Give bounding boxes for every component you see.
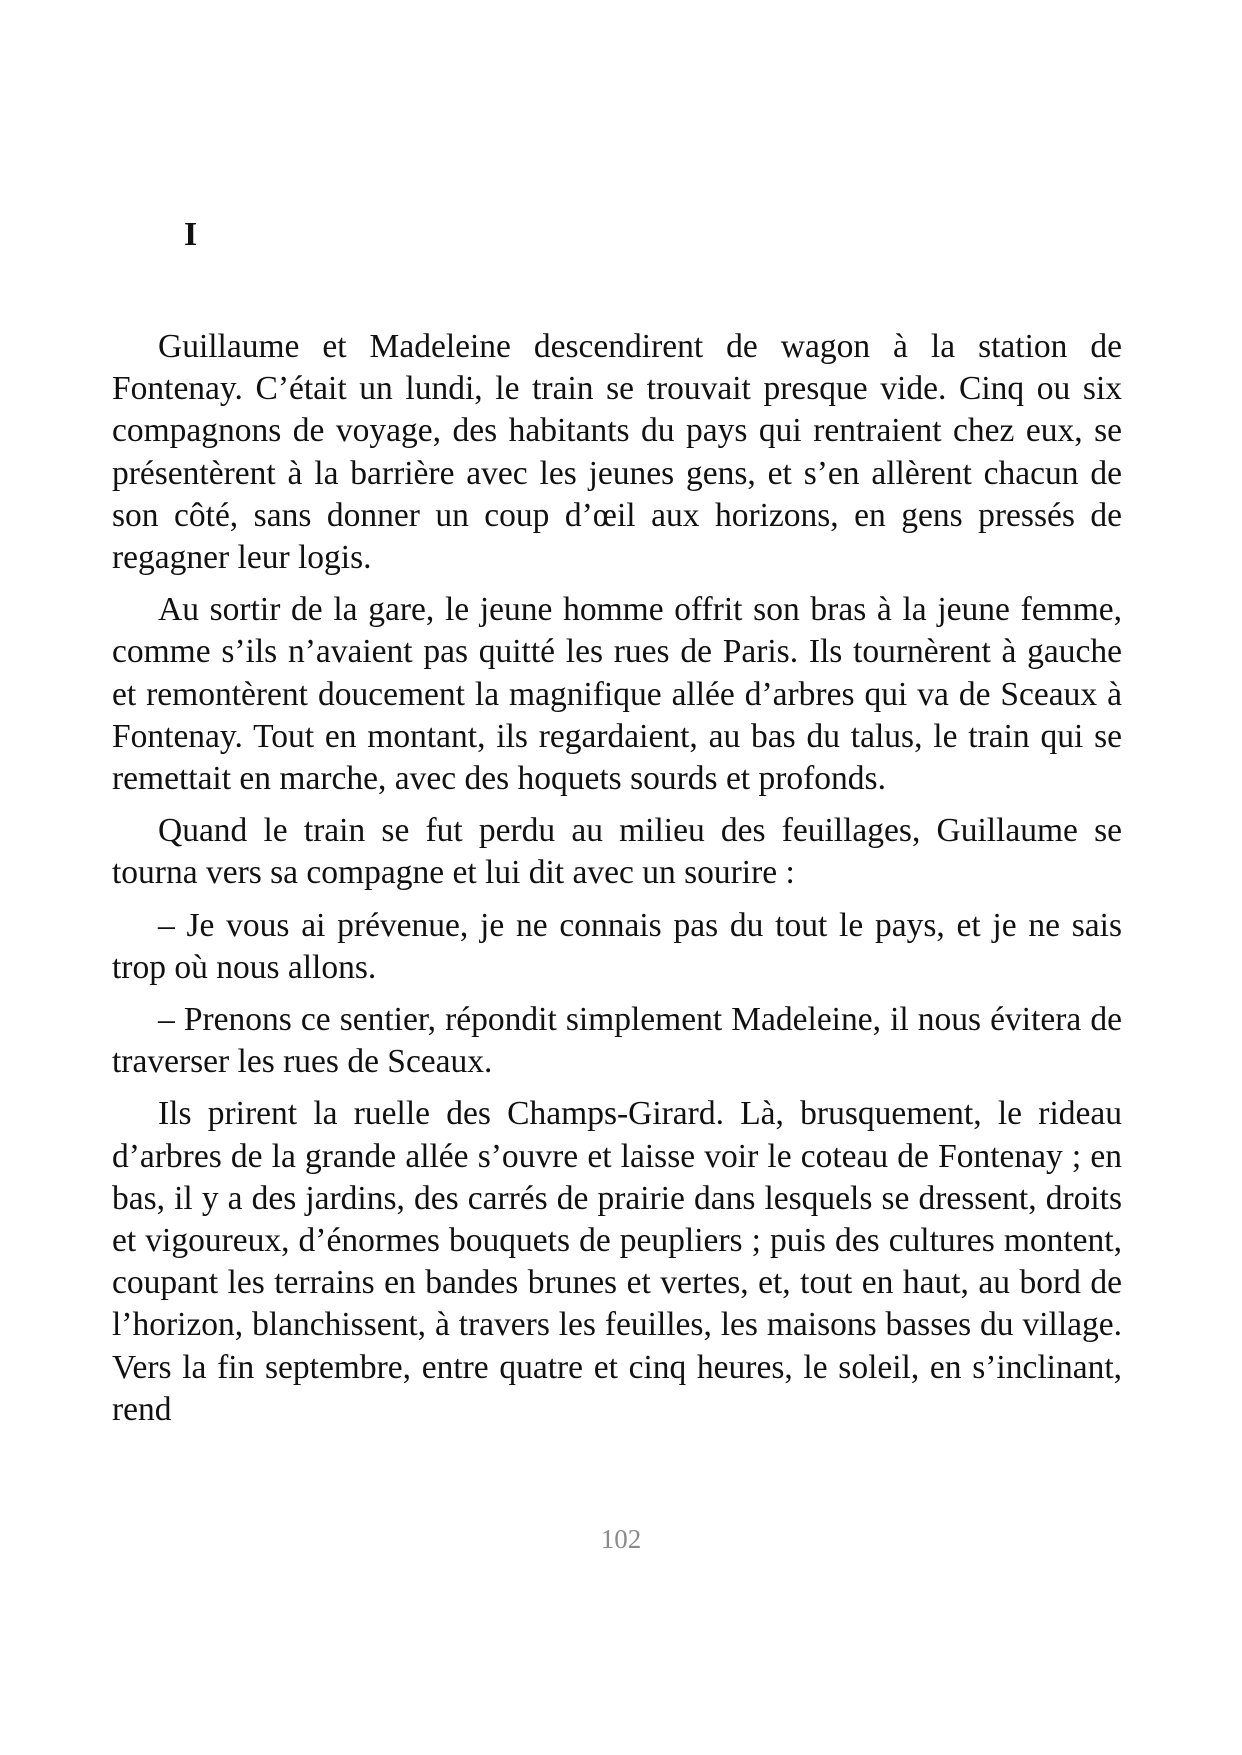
body-text <box>112 326 1122 1441</box>
paragraph-4: – Je vous ai prévenue, je ne connais pas du tout le pays, et je ne sais trop où nous allons. <box>112 906 1122 986</box>
paragraph-2: Au sortir de la gare, le jeune homme offrit son bras à la jeune femme, comme s’ils n’avaient pas quitté les rues de Paris. Ils tournèrent à gauche et remontèrent doucement la magnifique allée d’arbres qui va de Sceaux à Fontenay. Tout en montant, ils regardaient, au bas du talus, le train qui se remettait en marche, avec des hoquets sourds et profonds. <box>112 591 1122 798</box>
chapter-heading: I <box>184 216 198 253</box>
page-number: 102 <box>600 1524 642 1554</box>
paragraph-1: Guillaume et Madeleine descendirent de wagon à la station de Fontenay. C’était un lundi, le train se trouvait presque vide. Cinq ou six compagnons de voyage, des habitants du pays qui rentraient chez eux, se présentèrent à la barrière avec les jeunes gens, et s’en allèrent chacun de son côté, sans donner un coup d’œil aux horizons, en gens pressés de regagner leur logis. <box>112 328 1122 577</box>
paragraph-3: Quand le train se fut perdu au milieu des feuillages, Guillaume se tourna vers sa compagne et lui dit avec un sourire : <box>112 812 1122 892</box>
paragraph-5: – Prenons ce sentier, répondit simplement Madeleine, il nous évitera de traverser les rues de Sceaux. <box>112 1001 1122 1081</box>
paragraph-6: Ils prirent la ruelle des Champs-Girard. Là, brusquement, le rideau d’arbres de la grande allée s’ouvre et laisse voir le coteau de Fontenay ; en bas, il y a des jardins, des carrés de prairie dans lesquels se dressent, droits et vigoureux, d’énormes bouquets de peupliers ; puis des cultures montent, coupant les terrains en bandes brunes et vertes, et, tout en haut, au bord de l’horizon, blanchissent, à travers les feuilles, les maisons basses du village. Vers la fin septembre, entre quatre et cinq heures, le soleil, en s’inclinant, rend <box>112 1095 1122 1428</box>
